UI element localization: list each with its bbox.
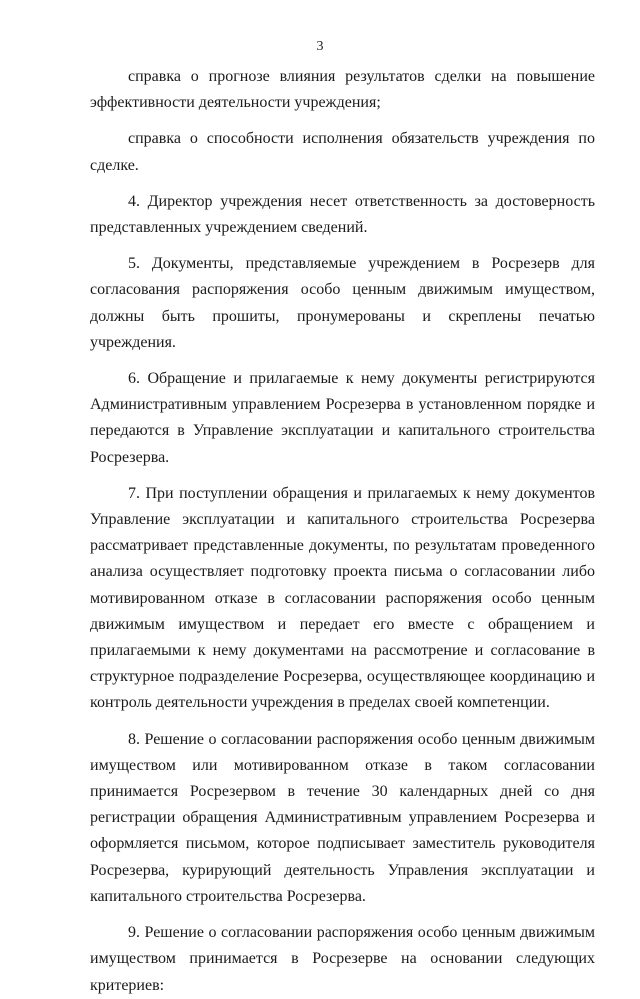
document-body [90,64,595,999]
paragraph-obligations-note: справка о способности исполнения обязательств учреждения по сделке. [90,130,595,174]
paragraph-item-7: 7. При поступлении обращения и прилагаемых к нему документов Управление эксплуатации и капитального строительства Росрезерва рассматривает представленные документы, по результатам проведенного анализа осуществляет подготовку проекта письма о согласовании либо мотивированном отказе в согласовании распоряжения особо ценным движимым имуществом и передает его вместе с обращением и прилагаемыми к нему документами на рассмотрение и согласование в структурное подразделение Росрезерва, осуществляющее координацию и контроль деятельности учреждения в пределах своей компетенции. [90,484,595,712]
paragraph-item-5: 5. Документы, представляемые учреждением в Росрезерв для согласования распоряжения особо ценным движимым имуществом, должны быть прошиты, пронумерованы и скреплены печатью учреждения. [90,255,595,351]
paragraph-item-6: 6. Обращение и прилагаемые к нему документы регистрируются Административным управлением Росрезерва в установленном порядке и передаются в Управление эксплуатации и капитального строительства Росрезерва. [90,370,595,466]
page-number: 3 [316,39,324,54]
paragraph-forecast-note: справка о прогнозе влияния результатов сделки на повышение эффективности деятельности учреждения; [90,68,595,112]
paragraph-item-9: 9. Решение о согласовании распоряжения особо ценным движимым имуществом принимается в Росрезерве на основании следующих критериев: [90,924,595,994]
paragraph-item-4: 4. Директор учреждения несет ответственность за достоверность представленных учреждением сведений. [90,192,595,237]
paragraph-item-8: 8. Решение о согласовании распоряжения особо ценным движимым имуществом или мотивированном отказе в таком согласовании принимается Росрезервом в течение 30 календарных дней со дня регистрации обращения Административным управлением Росрезерва и оформляется письмом, которое подписывает заместитель руководителя Росрезерва, курирующий деятельность Управления эксплуатации и капитального строительства Росрезерва. [90,730,595,905]
